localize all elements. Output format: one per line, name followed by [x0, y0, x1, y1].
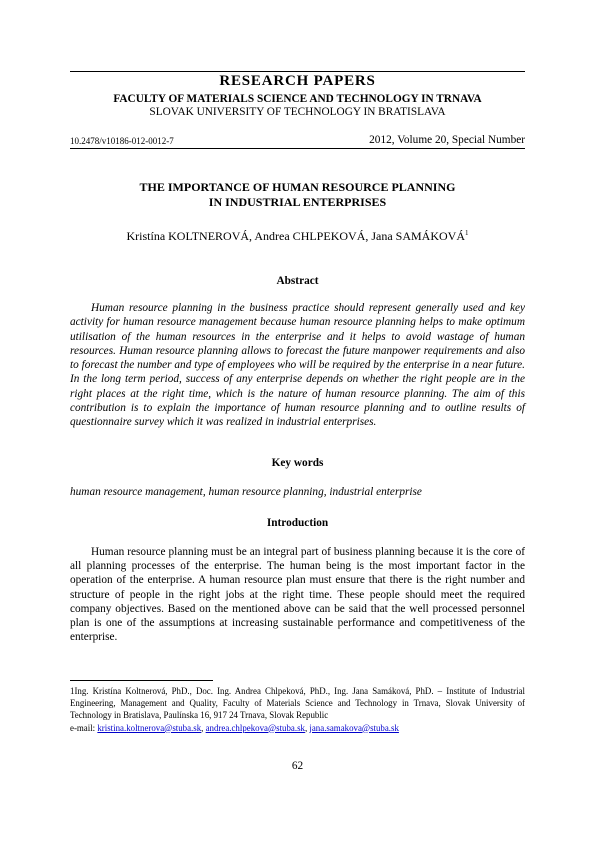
keywords-heading: Key words — [271, 457, 324, 469]
authors-names: Kristína KOLTNEROVÁ, Andrea CHLPEKOVÁ, Jana SAMÁKOVÁ — [126, 229, 466, 243]
footnote-rule — [70, 680, 213, 681]
abstract-heading: Abstract — [276, 275, 319, 287]
paper-title-line-2: IN INDUSTRIAL ENTERPRISES — [208, 195, 387, 209]
journal-volume: 2012, Volume 20, Special Number — [369, 134, 525, 146]
author-footnote-marker: 1 — [465, 229, 469, 237]
paper-title — [70, 180, 525, 210]
footnote-separator: , — [201, 722, 204, 733]
email-link-koltnerova[interactable]: kristina.koltnerova@stuba.sk — [97, 722, 202, 733]
introduction-heading: Introduction — [266, 517, 329, 529]
page-number: 62 — [291, 760, 304, 772]
keywords-text: human resource management, human resource planning, industrial enterprise — [70, 486, 422, 498]
footnote-email-label: e-mail: — [70, 722, 96, 733]
paper-title-line-1: THE IMPORTANCE OF HUMAN RESOURCE PLANNING — [139, 180, 456, 194]
author-footnote — [70, 685, 525, 734]
introduction-text: Human resource planning must be an integral part of business planning because it is the core of all planning processes of the enterprise. The human being is the most important factor in the operation of the enterprise. A human resource plan must ensure that there is the right number and structure of people in the right jobs at the right time. These people should meet the required company objectives. Based on the mentioned above can be said that the well processed personnel plan is one of the assumptions at increasing sustainable performance and competitiveness of the enterprise. — [70, 546, 525, 644]
doi: 10.2478/v10186-012-0012-7 — [70, 136, 174, 146]
header-bottom-rule — [70, 148, 525, 149]
journal-series-title: RESEARCH PAPERS — [219, 73, 376, 89]
email-link-chlpekova[interactable]: andrea.chlpekova@stuba.sk — [205, 722, 305, 733]
abstract-text: Human resource planning in the business practice should represent generally used and key activity for human resource management because human resource planning helps to make optimum utilisation of the human resources in the enterprise and it helps to avoid wastage of human resources. Human resource planning allows to forecast the future manpower requirements and also to forecast the number and type of employees who will be required by the enterprise in a near future. In the long term period, success of any enterprise depends on whether the right people are in the right places at the right time, which is the nature of human resource planning. The aim of this contribution is to explain the importance of human resource planning and to outline results of questionnaire survey which it was realized in industrial enterprises. — [70, 302, 525, 429]
faculty-name: FACULTY OF MATERIALS SCIENCE AND TECHNOLOGY IN TRNAVA — [113, 93, 482, 105]
author-list — [70, 226, 525, 243]
footnote-separator: , — [304, 722, 308, 733]
university-name: SLOVAK UNIVERSITY OF TECHNOLOGY IN BRATISLAVA — [149, 106, 446, 118]
footnote-affiliation: 1Ing. Kristína Koltnerová, PhD., Doc. Ing. Andrea Chlpeková, PhD., Ing. Jana Samáková, PhD. – Institute of Industrial Engineering, Management and Quality, Faculty of Materials Science and Technology in Trnava, Slovak University of Technology in Bratislava, Paulínska 16, 917 24 Trnava, Slovak Republic — [70, 686, 525, 721]
email-link-samakova[interactable]: jana.samakova@stuba.sk — [309, 722, 399, 733]
